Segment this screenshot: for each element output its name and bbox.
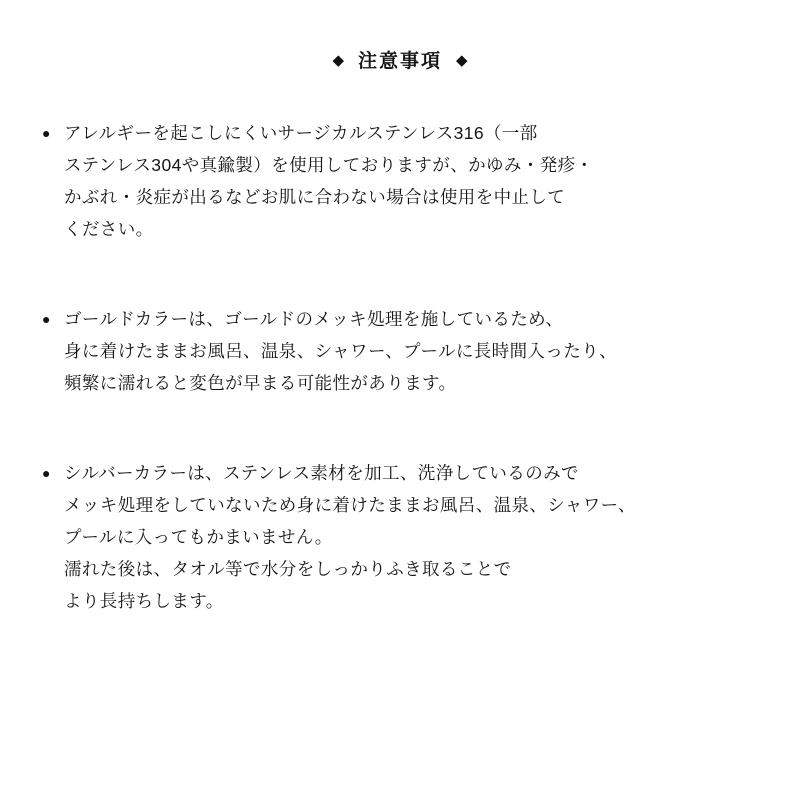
bullet-icon: ● xyxy=(42,465,51,481)
list-item-text xyxy=(64,303,760,399)
text-line: プールに入ってもかまいません。 xyxy=(64,527,333,547)
notice-list xyxy=(40,117,760,617)
text-line: メッキ処理をしていないため身に着けたままお風呂、温泉、シャワー、 xyxy=(64,495,636,515)
page-title-row xyxy=(40,46,760,73)
list-item xyxy=(40,303,760,399)
text-line: 頻繁に濡れると変色が早まる可能性があります。 xyxy=(64,373,457,393)
text-line: シルバーカラーは、ステンレス素材を加工、洗浄しているのみで xyxy=(64,463,579,483)
text-line: ステンレス304や真鍮製）を使用しておりますが、かゆみ・発疹・ xyxy=(64,155,594,175)
text-line: 身に着けたままお風呂、温泉、シャワー、プールに長時間入ったり、 xyxy=(64,341,617,361)
text-line: かぶれ・炎症が出るなどお肌に合わない場合は使用を中止して xyxy=(64,187,566,207)
bullet-icon: ● xyxy=(42,125,51,141)
list-item-text xyxy=(64,457,760,617)
diamond-right-icon: ◆ xyxy=(456,52,468,69)
list-item xyxy=(40,457,760,617)
text-line: ゴールドカラーは、ゴールドのメッキ処理を施しているため、 xyxy=(64,309,564,329)
text-line: ください。 xyxy=(64,219,154,239)
page-title: 注意事項 xyxy=(357,51,442,72)
bullet-icon: ● xyxy=(42,311,51,327)
text-line: 濡れた後は、タオル等で水分をしっかりふき取ることで xyxy=(64,559,512,579)
list-item-text xyxy=(64,117,760,245)
text-line: より長持ちします。 xyxy=(64,591,224,611)
list-item xyxy=(40,117,760,245)
diamond-left-icon: ◆ xyxy=(332,52,344,69)
text-line: アレルギーを起こしにくいサージカルステンレス316（一部 xyxy=(64,123,538,143)
